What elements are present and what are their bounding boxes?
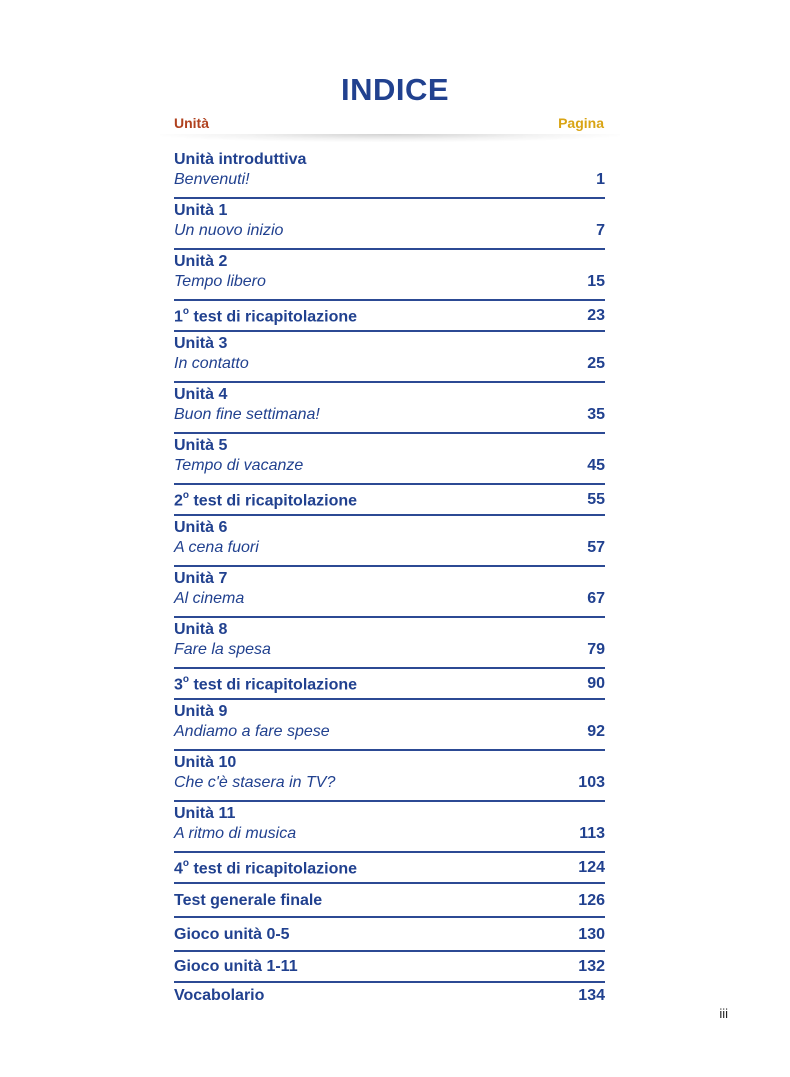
toc-entry[interactable] [174,983,605,1009]
toc-entry[interactable] [174,434,605,485]
entry-title: Tempo di vacanze [174,457,304,474]
toc-entry[interactable] [174,618,605,669]
entry-page: 79 [587,641,605,658]
ordinal-number: 4 [174,860,183,878]
toc-entry[interactable] [174,918,605,952]
toc-entry[interactable] [174,301,605,332]
entry-label [174,307,357,326]
header-shadow [160,134,620,142]
page-folio: iii [719,1006,728,1021]
entry-label [174,675,357,694]
ordinal-mark: o [182,674,190,685]
entry-title: Un nuovo inizio [174,222,284,239]
entry-label: Unità 4 [174,386,228,403]
ordinal-number: 1 [174,308,183,326]
entry-label [174,859,357,878]
toc-entry[interactable] [174,383,605,434]
toc-entry[interactable] [174,567,605,618]
entry-title: In contatto [174,355,249,372]
ordinal-number: 3 [174,676,183,694]
entry-label: Unità 10 [174,754,237,771]
entry-label-text: test di ricapitolazione [189,676,358,694]
entry-label-text: test di ricapitolazione [189,492,358,510]
entry-label: Unità 9 [174,703,228,720]
entry-label: Unità 3 [174,335,228,352]
ordinal-mark: o [182,858,190,869]
toc-entry[interactable] [174,669,605,700]
entry-page: 35 [587,406,605,423]
entry-label: Vocabolario [174,987,265,1004]
entry-label: Unità 7 [174,570,228,587]
toc-entry[interactable] [174,853,605,884]
entry-label: Unità 8 [174,621,228,638]
ordinal-mark: o [182,490,190,501]
entry-page: 25 [587,355,605,372]
toc-entry[interactable] [174,516,605,567]
entry-label [174,491,357,510]
entry-title: Che c'è stasera in TV? [174,774,336,791]
entry-page: 55 [587,491,605,508]
page-column-header: Pagina [558,115,604,131]
entry-label: Test generale finale [174,892,323,909]
entry-page: 45 [587,457,605,474]
entry-page: 130 [578,926,605,943]
entry-page: 103 [578,774,605,791]
entry-label: Unità 2 [174,253,228,270]
ordinal-number: 2 [174,492,183,510]
toc-entry[interactable] [174,332,605,383]
entry-page: 23 [587,307,605,324]
entry-page: 15 [587,273,605,290]
entry-label: Unità 11 [174,805,236,822]
entry-page: 90 [587,675,605,692]
entry-label-text: test di ricapitolazione [189,308,358,326]
entry-page: 113 [579,825,605,842]
entry-page: 1 [596,171,605,188]
toc-entry[interactable] [174,199,605,250]
page-title: INDICE [340,72,450,107]
toc-entry[interactable] [174,884,605,918]
entry-label: Gioco unità 0-5 [174,926,290,943]
toc-entry[interactable] [174,700,605,751]
entry-page: 67 [587,590,605,607]
toc-entry[interactable] [174,751,605,802]
entry-page: 134 [578,987,605,1004]
entry-label: Gioco unità 1-11 [174,958,298,975]
entry-label: Unità introduttiva [174,151,307,168]
entry-title: Andiamo a fare spese [174,723,330,740]
entry-label-text: test di ricapitolazione [189,860,358,878]
entry-page: 92 [587,723,605,740]
toc-entry[interactable] [174,148,605,199]
entry-title: Buon fine settimana! [174,406,320,423]
toc-entry[interactable] [174,250,605,301]
entry-title: A cena fuori [174,539,259,556]
entry-label: Unità 5 [174,437,228,454]
toc-entry[interactable] [174,485,605,516]
entry-label: Unità 6 [174,519,228,536]
entry-title: Benvenuti! [174,171,250,188]
entry-title: Tempo libero [174,273,266,290]
entry-page: 126 [578,892,605,909]
entry-page: 57 [587,539,605,556]
toc-entry[interactable] [174,952,605,983]
entry-title: Fare la spesa [174,641,271,658]
entry-page: 132 [578,958,605,975]
toc-entry[interactable] [174,802,605,853]
entry-title: Al cinema [174,590,245,607]
entry-label: Unità 1 [174,202,228,219]
ordinal-mark: o [182,306,190,317]
entry-page: 124 [578,859,605,876]
entry-title: A ritmo di musica [174,825,297,842]
unit-column-header: Unità [174,115,209,131]
table-of-contents [174,148,605,1009]
entry-page: 7 [596,222,605,239]
